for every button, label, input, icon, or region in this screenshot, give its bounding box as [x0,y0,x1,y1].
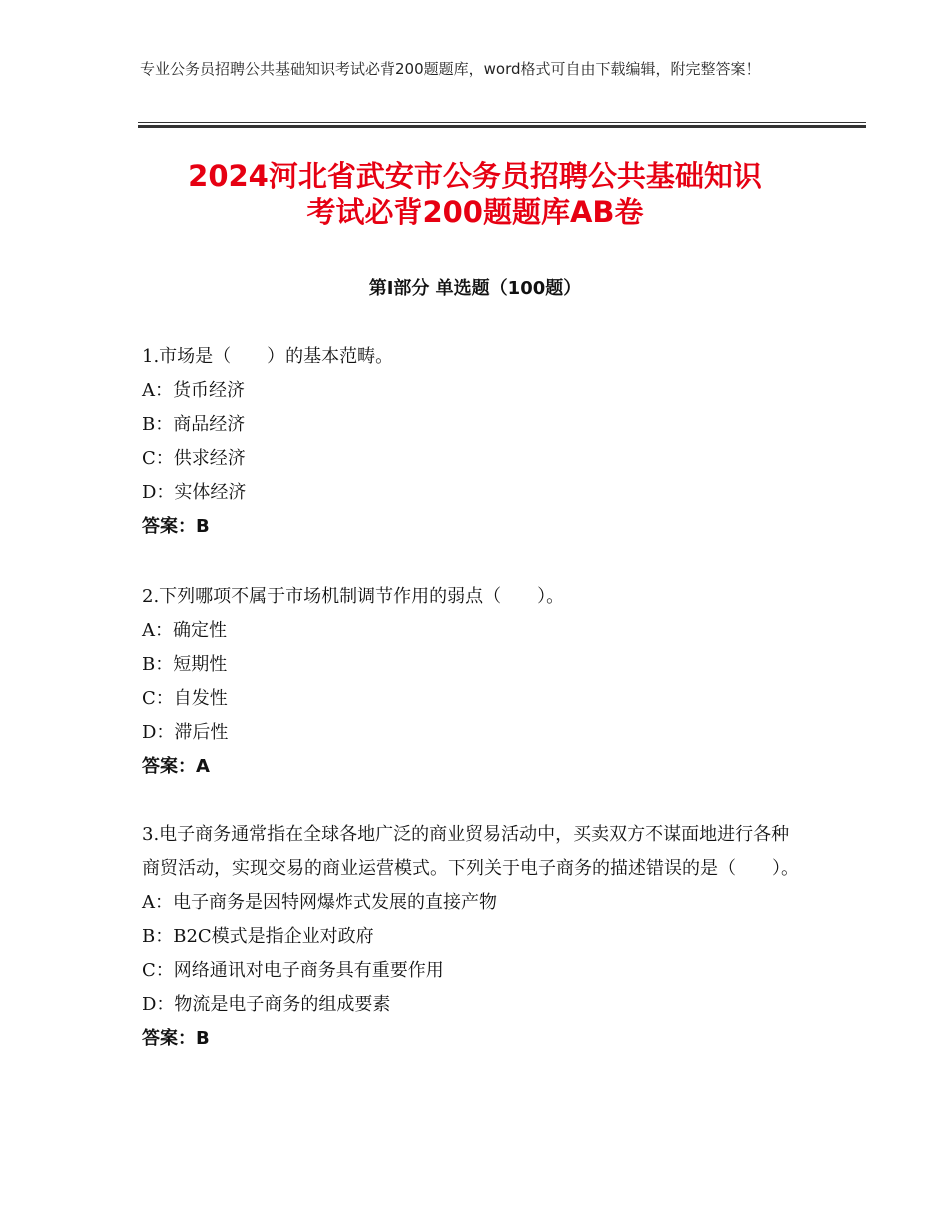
option-b: B：商品经济 [142,414,246,435]
option-a: A：确定性 [142,620,227,641]
option-d: D：滞后性 [142,722,229,743]
document-title-line-2: 考试必背200题题库AB卷 [306,195,644,229]
section-heading: 第I部分 单选题（100题） [368,278,582,299]
header-divider-thin [138,122,866,123]
option-b: B：B2C模式是指企业对政府 [142,926,374,947]
document-title-line-1: 2024河北省武安市公务员招聘公共基础知识 [188,159,762,193]
header-note: 专业公务员招聘公共基础知识考试必背200题题库，word格式可自由下载编辑，附完整答案！ [140,60,761,78]
option-d: D：实体经济 [142,482,247,503]
option-c: C：网络通讯对电子商务具有重要作用 [142,960,444,981]
option-c: C：供求经济 [142,448,246,469]
answer: 答案：A [142,756,210,777]
document-title [100,158,850,230]
question-1 [142,340,802,544]
option-b: B：短期性 [142,654,228,675]
header-divider-thick [138,125,866,128]
option-a: A：电子商务是因特网爆炸式发展的直接产物 [142,892,497,913]
question-3 [142,818,802,1056]
question-2 [142,580,802,784]
question-stem: 3.电子商务通常指在全球各地广泛的商业贸易活动中，买卖双方不谋面地进行各种商贸活动，实现交易的商业运营模式。下列关于电子商务的描述错误的是（ ）。 [142,824,799,879]
answer: 答案：B [142,516,210,537]
question-stem: 2.下列哪项不属于市场机制调节作用的弱点（ ）。 [142,586,565,607]
option-c: C：自发性 [142,688,228,709]
answer: 答案：B [142,1028,210,1049]
option-d: D：物流是电子商务的组成要素 [142,994,391,1015]
question-stem: 1.市场是（ ）的基本范畴。 [142,346,394,367]
option-a: A：货币经济 [142,380,245,401]
